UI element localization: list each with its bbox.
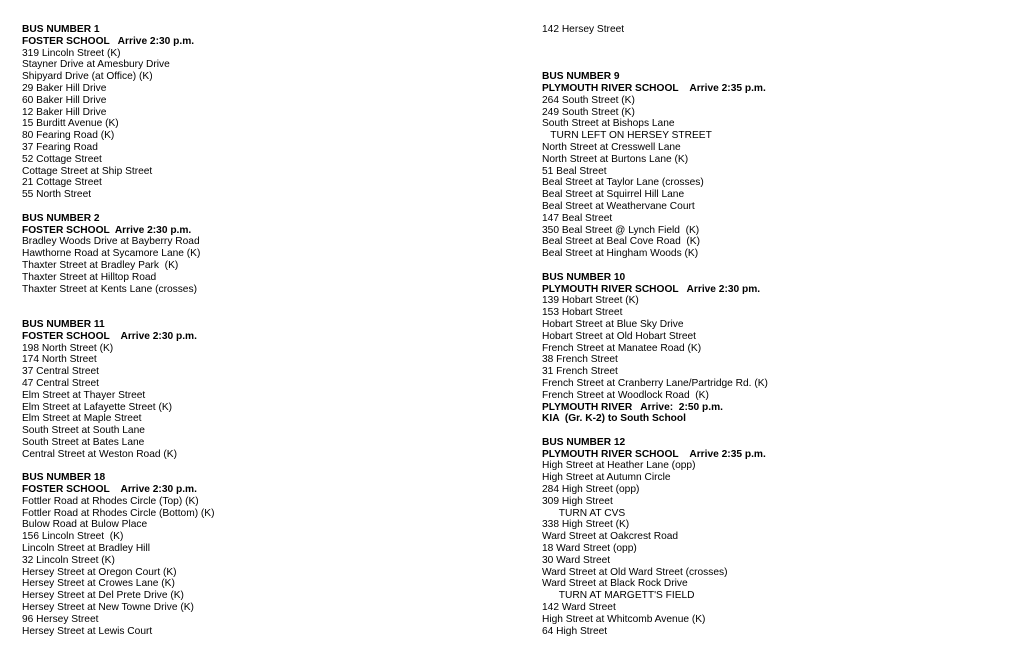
bus-title: BUS NUMBER 9 bbox=[542, 71, 620, 83]
stop-item: Elm Street at Maple Street bbox=[22, 413, 142, 425]
stop-item: 139 Hobart Street (K) bbox=[542, 295, 639, 307]
stop-item: 350 Beal Street @ Lynch Field (K) bbox=[542, 224, 700, 236]
stop-item: South Street at Bishops Lane bbox=[542, 118, 675, 130]
school-arrival: PLYMOUTH RIVER SCHOOL Arrive 2:30 pm. bbox=[542, 283, 761, 295]
stop-item: Fottler Road at Rhodes Circle (Top) (K) bbox=[22, 495, 199, 507]
stop-item: Elm Street at Lafayette Street (K) bbox=[22, 401, 173, 413]
stop-item: Hersey Street at New Towne Drive (K) bbox=[22, 602, 194, 614]
stop-item: 38 French Street bbox=[542, 354, 618, 366]
stop-item: 18 Ward Street (opp) bbox=[542, 543, 637, 555]
stop-item: Bradley Woods Drive at Bayberry Road bbox=[22, 236, 200, 248]
stop-item: Hobart Street at Old Hobart Street bbox=[542, 330, 697, 342]
stop-item: Hersey Street at Del Prete Drive (K) bbox=[22, 590, 184, 602]
stop-item: 338 High Street (K) bbox=[542, 519, 630, 531]
stop-item: 29 Baker Hill Drive bbox=[22, 82, 107, 94]
stop-item: 37 Fearing Road bbox=[22, 141, 98, 153]
stop-item: 319 Lincoln Street (K) bbox=[22, 47, 121, 59]
bus-11-section bbox=[22, 319, 502, 461]
stop-item: Ward Street at Old Ward Street (crosses) bbox=[542, 566, 728, 578]
bus-10-section bbox=[542, 272, 1012, 425]
stop-item: High Street at Autumn Circle bbox=[542, 472, 671, 484]
arrival-note: PLYMOUTH RIVER Arrive: 2:50 p.m. bbox=[542, 401, 723, 413]
bus-1-section bbox=[22, 24, 502, 201]
stop-item: 96 Hersey Street bbox=[22, 613, 99, 625]
stop-item: 37 Central Street bbox=[22, 366, 100, 378]
right-column bbox=[542, 24, 1012, 637]
left-column bbox=[22, 24, 502, 637]
stop-item: 284 High Street (opp) bbox=[542, 484, 640, 496]
stop-item: Thaxter Street at Kents Lane (crosses) bbox=[22, 283, 197, 295]
stop-item: 21 Cottage Street bbox=[22, 177, 102, 189]
stop-item: Central Street at Weston Road (K) bbox=[22, 448, 177, 460]
bus-title: BUS NUMBER 11 bbox=[22, 318, 105, 330]
stop-item: Stayner Drive at Amesbury Drive bbox=[22, 59, 170, 71]
stop-item: Ward Street at Black Rock Drive bbox=[542, 578, 688, 590]
carryover-stop: 142 Hersey Street bbox=[542, 24, 625, 35]
stop-item: Ward Street at Oakcrest Road bbox=[542, 531, 679, 543]
stop-item: 51 Beal Street bbox=[542, 165, 607, 177]
stop-item: Hersey Street at Oregon Court (K) bbox=[22, 566, 177, 578]
stop-item: High Street at Heather Lane (opp) bbox=[542, 460, 696, 472]
stop-item: 47 Central Street bbox=[22, 377, 100, 389]
stop-item: French Street at Manatee Road (K) bbox=[542, 342, 702, 354]
stop-item: North Street at Cresswell Lane bbox=[542, 141, 681, 153]
stop-item: 198 North Street (K) bbox=[22, 342, 114, 354]
stop-list bbox=[22, 48, 502, 201]
stop-item: Thaxter Street at Bradley Park (K) bbox=[22, 259, 179, 271]
stop-item: Hawthorne Road at Sycamore Lane (K) bbox=[22, 248, 201, 260]
stop-item: Bulow Road at Bulow Place bbox=[22, 519, 148, 531]
stop-item: Shipyard Drive (at Office) (K) bbox=[22, 71, 153, 83]
school-arrival: PLYMOUTH RIVER SCHOOL Arrive 2:35 p.m. bbox=[542, 448, 766, 460]
stop-item: 60 Baker Hill Drive bbox=[22, 94, 107, 106]
school-arrival: FOSTER SCHOOL Arrive 2:30 p.m. bbox=[22, 35, 195, 47]
stop-item: 174 North Street bbox=[22, 354, 97, 366]
stop-item: French Street at Woodlock Road (K) bbox=[542, 389, 709, 401]
stop-item: Fottler Road at Rhodes Circle (Bottom) (K) bbox=[22, 507, 215, 519]
stop-item: Lincoln Street at Bradley Hill bbox=[22, 543, 150, 555]
stop-item: Hobart Street at Blue Sky Drive bbox=[542, 318, 684, 330]
transfer-note: KIA (Gr. K-2) to South School bbox=[542, 413, 686, 425]
stop-item: South Street at South Lane bbox=[22, 425, 145, 437]
stop-item: South Street at Bates Lane bbox=[22, 436, 145, 448]
stop-item: French Street at Cranberry Lane/Partridge Rd. (K) bbox=[542, 377, 768, 389]
stop-item: 31 French Street bbox=[542, 366, 618, 378]
bus-title: BUS NUMBER 2 bbox=[22, 212, 100, 224]
stop-item: 52 Cottage Street bbox=[22, 153, 102, 165]
stop-item: 30 Ward Street bbox=[542, 554, 611, 566]
stop-item: Beal Street at Taylor Lane (crosses) bbox=[542, 177, 704, 189]
stop-list bbox=[542, 95, 1012, 260]
stop-item: TURN LEFT ON HERSEY STREET bbox=[542, 130, 712, 142]
bus-18-section bbox=[22, 472, 502, 637]
stop-item: Beal Street at Weathervane Court bbox=[542, 200, 695, 212]
bus-12-section bbox=[542, 437, 1012, 638]
stop-list bbox=[542, 460, 1012, 637]
stop-item: 12 Baker Hill Drive bbox=[22, 106, 107, 118]
stop-list bbox=[22, 343, 502, 461]
stop-item: 64 High Street bbox=[542, 625, 608, 637]
stop-list bbox=[542, 295, 1012, 401]
stop-item: TURN AT MARGETT'S FIELD bbox=[542, 590, 695, 602]
stop-item: 309 High Street bbox=[542, 495, 613, 507]
stop-item: 55 North Street bbox=[22, 189, 92, 201]
stop-item: 264 South Street (K) bbox=[542, 94, 635, 106]
stop-item: Beal Street at Hingham Woods (K) bbox=[542, 248, 699, 260]
stop-item: Thaxter Street at Hilltop Road bbox=[22, 271, 157, 283]
bus-2-section bbox=[22, 213, 502, 296]
stop-item: 156 Lincoln Street (K) bbox=[22, 531, 124, 543]
school-arrival: FOSTER SCHOOL Arrive 2:30 p.m. bbox=[22, 330, 197, 342]
school-arrival: PLYMOUTH RIVER SCHOOL Arrive 2:35 p.m. bbox=[542, 82, 766, 94]
stop-item: 147 Beal Street bbox=[542, 212, 613, 224]
bus-title: BUS NUMBER 1 bbox=[22, 24, 100, 35]
stop-item: Hersey Street at Crowes Lane (K) bbox=[22, 578, 175, 590]
stop-item: Hersey Street at Lewis Court bbox=[22, 625, 153, 637]
stop-item: 32 Lincoln Street (K) bbox=[22, 554, 115, 566]
stop-list bbox=[22, 496, 502, 638]
stop-item: North Street at Burtons Lane (K) bbox=[542, 153, 689, 165]
bus-9-section bbox=[542, 71, 1012, 260]
stop-item: 249 South Street (K) bbox=[542, 106, 635, 118]
stop-item: TURN AT CVS bbox=[542, 507, 626, 519]
bus-title: BUS NUMBER 12 bbox=[542, 436, 626, 448]
bus-title: BUS NUMBER 10 bbox=[542, 271, 626, 283]
stop-list bbox=[22, 236, 502, 295]
bus-title: BUS NUMBER 18 bbox=[22, 472, 106, 484]
stop-item: Beal Street at Squirrel Hill Lane bbox=[542, 189, 685, 201]
stop-item: Beal Street at Beal Cove Road (K) bbox=[542, 236, 700, 248]
stop-item: 15 Burditt Avenue (K) bbox=[22, 118, 119, 130]
stop-item: 142 Ward Street bbox=[542, 602, 616, 614]
school-arrival: FOSTER SCHOOL Arrive 2:30 p.m. bbox=[22, 224, 192, 236]
school-arrival: FOSTER SCHOOL Arrive 2:30 p.m. bbox=[22, 484, 197, 496]
stop-item: Elm Street at Thayer Street bbox=[22, 389, 146, 401]
stop-item: Cottage Street at Ship Street bbox=[22, 165, 153, 177]
stop-item: 80 Fearing Road (K) bbox=[22, 130, 115, 142]
stop-item: 153 Hobart Street bbox=[542, 307, 623, 319]
stop-item: High Street at Whitcomb Avenue (K) bbox=[542, 613, 706, 625]
